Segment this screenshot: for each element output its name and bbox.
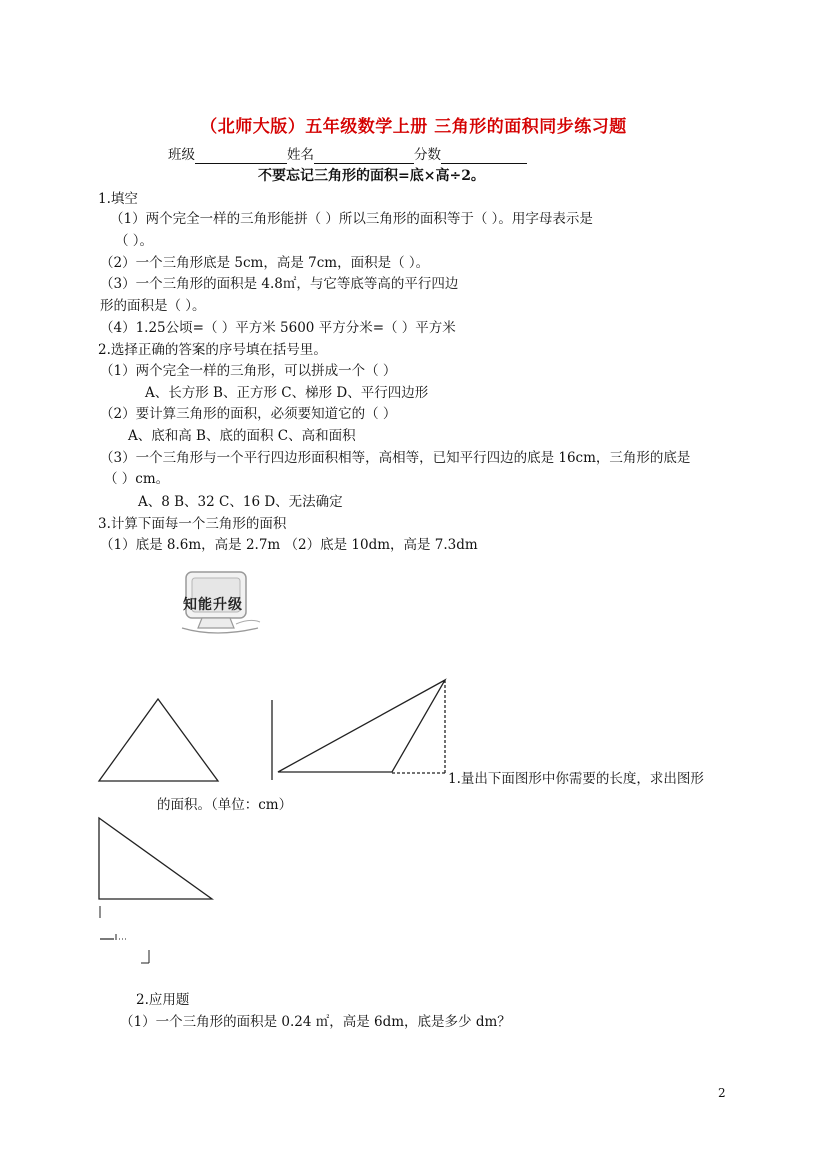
application-q1: （1）一个三角形的面积是 0.24 ㎡，高是 6dm，底是多少 dm？ — [120, 1014, 511, 1030]
measure-question-line1: 1.量出下面图形中你需要的长度，求出图形 — [448, 771, 704, 787]
section1-heading: 1.填空 — [98, 191, 138, 207]
triangle-obtuse — [278, 680, 445, 772]
s2-q2: （2）要计算三角形的面积，必须要知道它的（ ） — [100, 406, 397, 422]
s1-q3-line2: 形的面积是（ ）。 — [100, 298, 206, 314]
s2-q3-line1: （3）一个三角形与一个平行四边形面积相等，高相等，已知平行四边的底是 16cm，三角形的底是 — [100, 450, 691, 466]
triangle-acute — [99, 699, 218, 781]
s1-q3-line1: （3）一个三角形的面积是 4.8㎡，与它等底等高的平行四边 — [100, 276, 459, 292]
s2-q3-options: A、8 B、32 C、16 D、无法确定 — [138, 494, 343, 510]
s1-q1-line1: （1）两个完全一样的三角形能拼（ ）所以三角形的面积等于（ ）。用字母表示是 — [110, 211, 593, 227]
score-label: 分数 — [414, 147, 441, 163]
s2-q1-options: A、长方形 B、正方形 C、梯形 D、平行四边形 — [145, 385, 429, 401]
s2-q3-line2: （ ）cm。 — [104, 471, 170, 487]
s2-q2-options: A、底和高 B、底的面积 C、高和面积 — [128, 428, 356, 444]
s1-q1-line2: （ ）。 — [115, 233, 154, 249]
page-title: （北师大版）五年级数学上册 三角形的面积同步练习题 — [200, 117, 627, 137]
formula-reminder: 不要忘记三角形的面积=底×高÷2。 — [258, 168, 485, 184]
triangle-right — [99, 818, 212, 899]
application-heading: 2.应用题 — [136, 992, 190, 1008]
badge-label: 知能升级 — [183, 597, 243, 613]
s1-q4: （4）1.25公顷=（ ）平方米 5600 平方分米=（ ）平方米 — [100, 320, 456, 336]
page-number: 2 — [718, 1086, 726, 1100]
class-label: 班级 — [168, 147, 195, 163]
section3-heading: 3.计算下面每一个三角形的面积 — [98, 516, 287, 532]
s1-q2: （2）一个三角形底是 5cm，高是 7cm，面积是（ ）。 — [100, 255, 430, 271]
s2-q1: （1）两个完全一样的三角形，可以拼成一个（ ） — [100, 363, 397, 379]
s3-items: （1）底是 8.6m，高是 2.7m （2）底是 10dm，高是 7.3dm — [100, 537, 478, 553]
section2-heading: 2.选择正确的答案的序号填在括号里。 — [98, 342, 327, 358]
measure-question-line2: 的面积。（单位：cm） — [157, 797, 293, 813]
name-label: 姓名 — [287, 147, 314, 163]
